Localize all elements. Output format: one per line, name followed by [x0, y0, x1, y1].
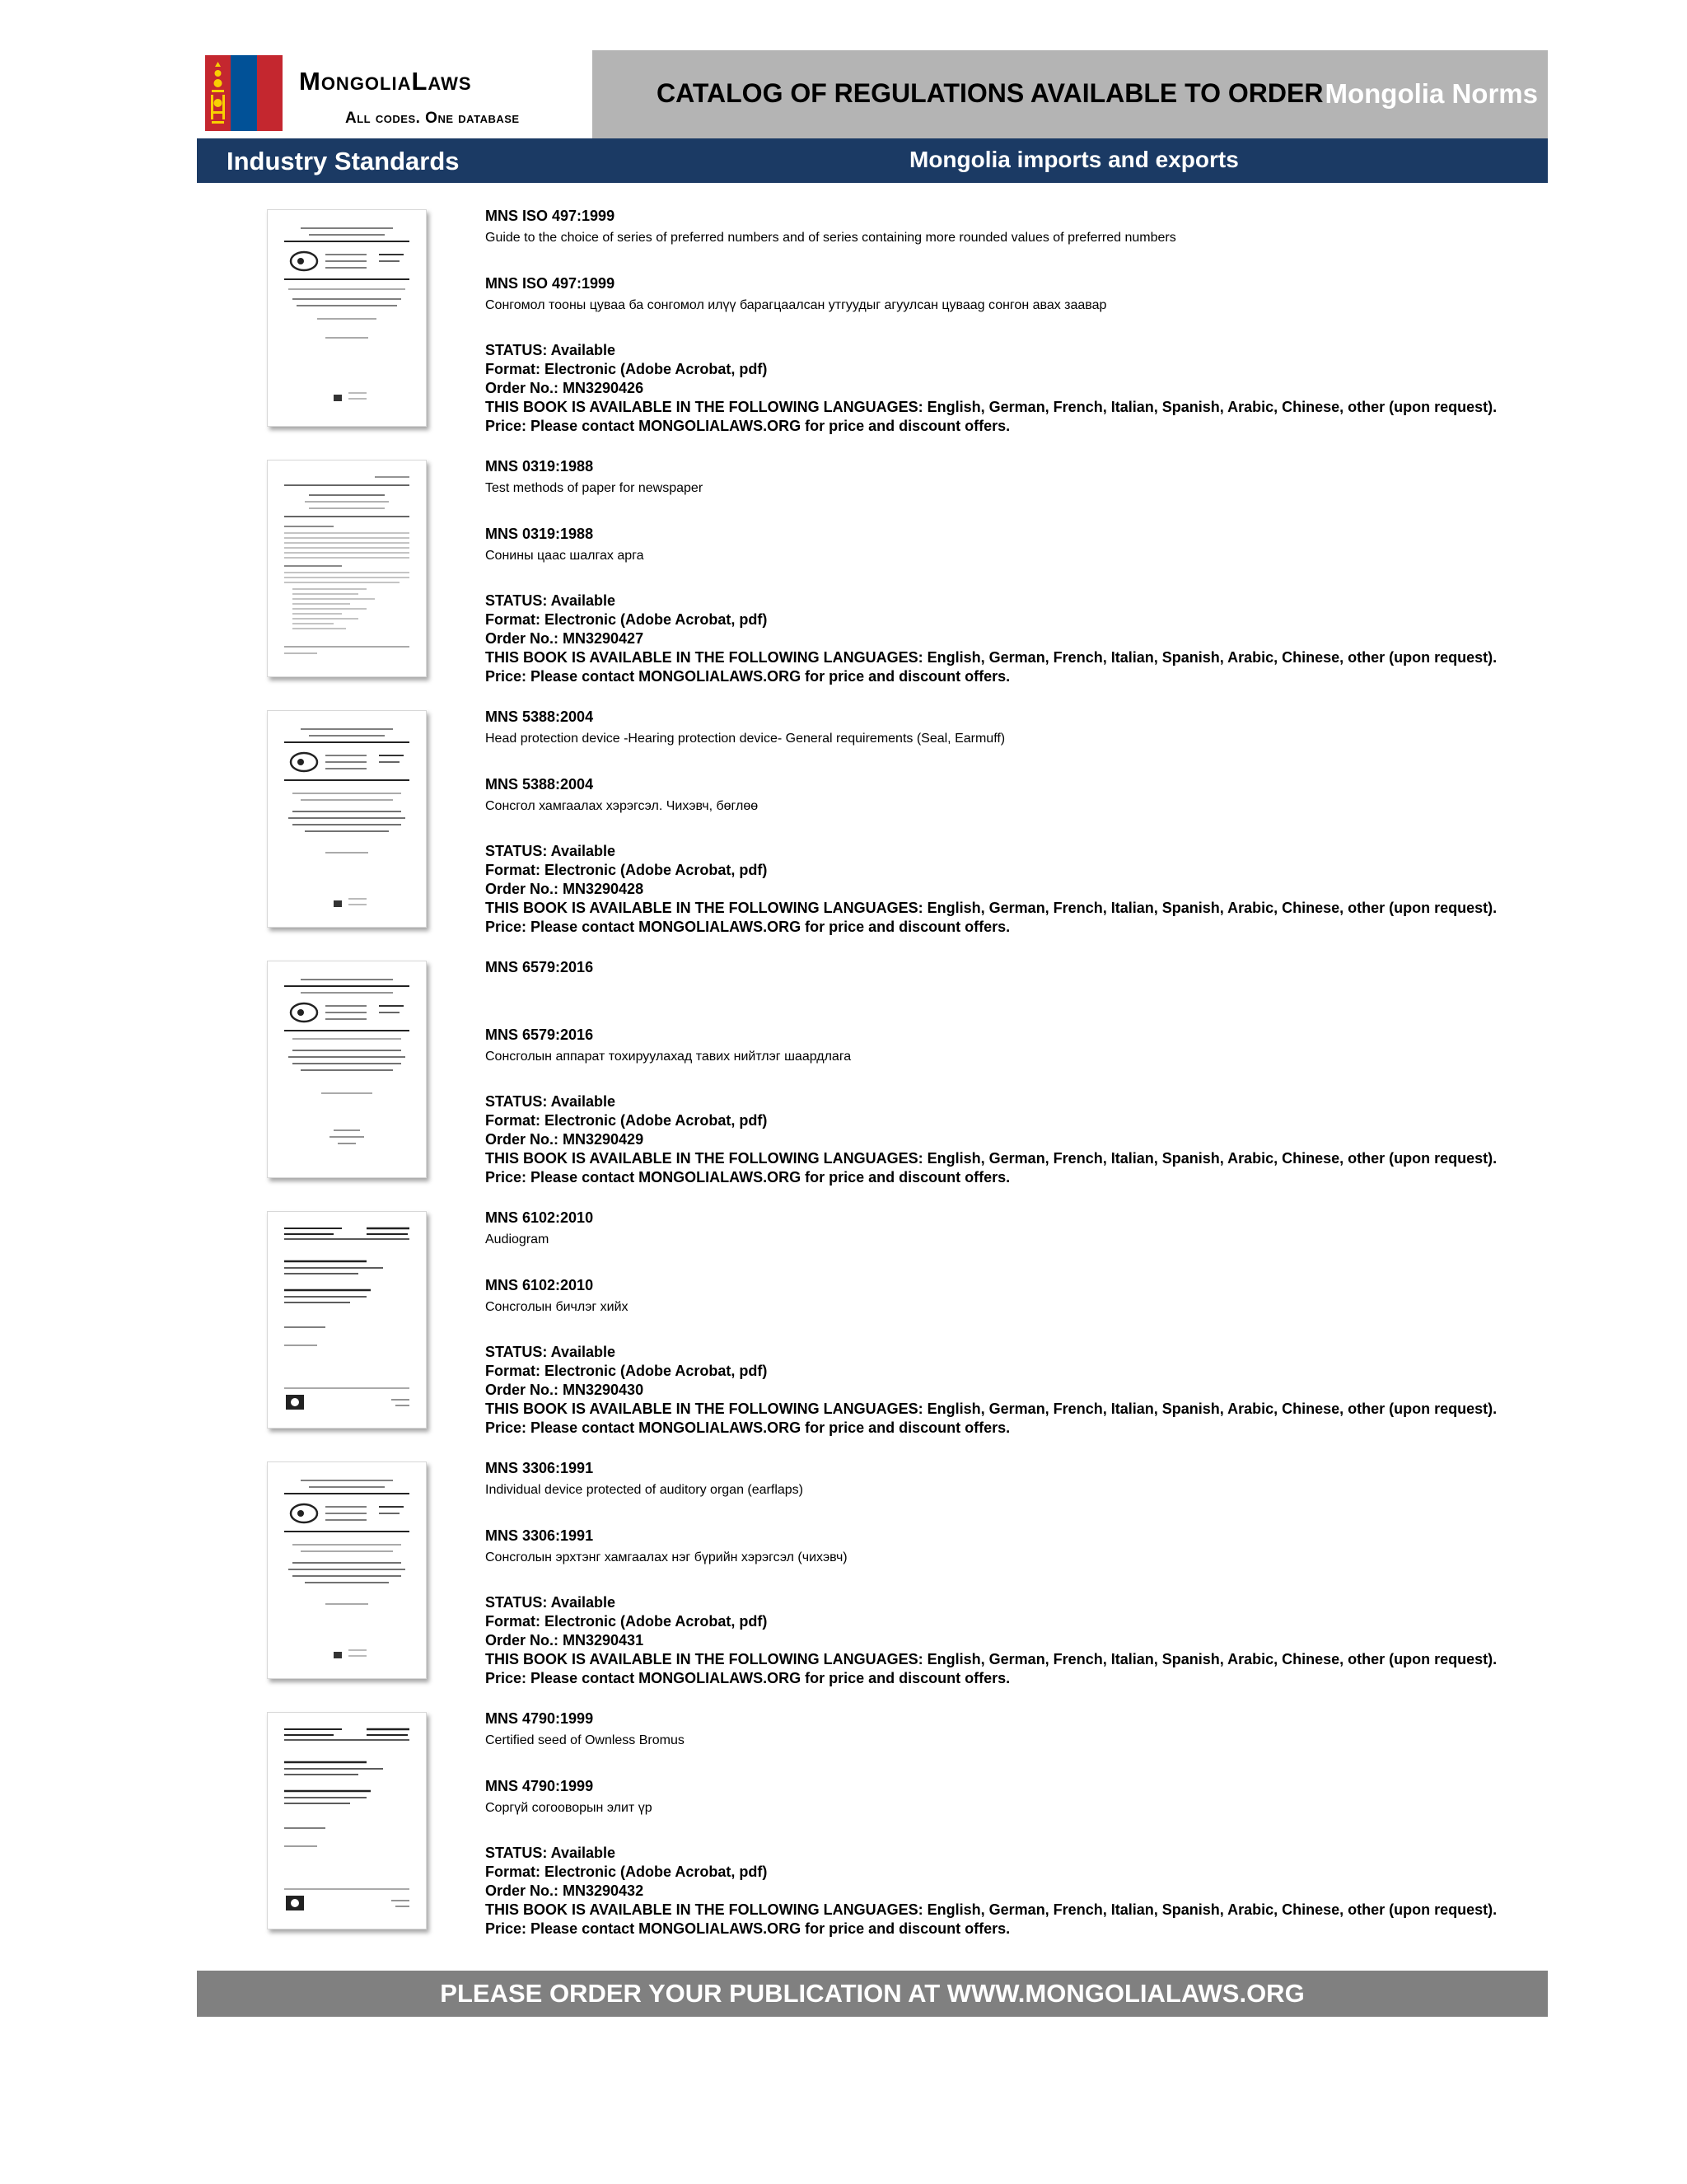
- standard-title: [485, 980, 1540, 998]
- standard-code-mn: MNS 6102:2010: [485, 1277, 594, 1293]
- document-cover-thumbnail[interactable]: [267, 1211, 427, 1429]
- order-number: Order No.: MN3290430: [485, 1382, 644, 1398]
- status: STATUS: Available: [485, 843, 616, 859]
- standard-title: Individual device protected of auditory organ (earflaps): [485, 1483, 803, 1497]
- format: Format: Electronic (Adobe Acrobat, pdf): [485, 1613, 768, 1630]
- standard-title: Guide to the choice of series of preferred numbers and of series containing more rounded values of preferred numbers: [485, 231, 1176, 245]
- logo-title: MongoliaLaws: [299, 67, 472, 96]
- standard-title: Audiogram: [485, 1232, 549, 1246]
- format: Format: Electronic (Adobe Acrobat, pdf): [485, 611, 768, 628]
- status: STATUS: Available: [485, 1845, 616, 1861]
- standard-code-mn: MNS 5388:2004: [485, 776, 594, 793]
- standard-code: MNS 0319:1988: [485, 458, 594, 475]
- price: Price: Please contact MONGOLIALAWS.ORG for price and discount offers.: [485, 1670, 1011, 1686]
- entry-details: [485, 1709, 1540, 1938]
- format: Format: Electronic (Adobe Acrobat, pdf): [485, 1363, 768, 1379]
- standard-title-mn: Соргүй согооворын элит үр: [485, 1801, 652, 1815]
- document-cover-thumbnail[interactable]: [267, 1712, 427, 1929]
- price: Price: Please contact MONGOLIALAWS.ORG for price and discount offers.: [485, 1419, 1011, 1436]
- logo[interactable]: [197, 50, 592, 138]
- standard-title-mn: Сонсголын аппарат тохируулахад тавих нийтлэг шаардлага: [485, 1050, 852, 1064]
- status: STATUS: Available: [485, 1344, 616, 1360]
- entry-details: [485, 1458, 1540, 1688]
- standard-title: Certified seed of Ownless Bromus: [485, 1733, 685, 1747]
- gost-cover-icon: [268, 711, 426, 927]
- entry-details: [485, 957, 1540, 1187]
- document-cover-thumbnail[interactable]: [267, 961, 427, 1178]
- catalog-entry: [197, 1208, 1548, 1458]
- catalog-entry: [197, 1458, 1548, 1709]
- entry-details: [485, 206, 1540, 436]
- entry-details: [485, 707, 1540, 937]
- standard-title-mn: Сонгомол тооны цуваа ба сонгомол илүү барагцаалсан утгуудыг агуулсан цуваag сонгон авах заавар: [485, 298, 1107, 312]
- document-cover-thumbnail[interactable]: [267, 1461, 427, 1679]
- status: STATUS: Available: [485, 1093, 616, 1110]
- format: Format: Electronic (Adobe Acrobat, pdf): [485, 361, 768, 377]
- standard-title-mn: Сонсгол хамгаалах хэрэгсэл. Чихэвч, бөглөө: [485, 799, 759, 813]
- languages: THIS BOOK IS AVAILABLE IN THE FOLLOWING LANGUAGES: English, German, French, Italian, Spanish, Arabic, Chinese, other (upon request).: [485, 1150, 1498, 1167]
- gost-cover-icon: [268, 210, 426, 426]
- document-cover-thumbnail[interactable]: [267, 710, 427, 928]
- document-cover-thumbnail[interactable]: [267, 209, 427, 427]
- page-header: [197, 50, 1548, 138]
- standard-code: MNS 3306:1991: [485, 1460, 594, 1476]
- catalog-entry: [197, 957, 1548, 1208]
- catalog-entry: [197, 456, 1548, 707]
- logo-subtitle: All codes. One database: [345, 110, 520, 127]
- category-label: Industry Standards: [227, 147, 460, 175]
- standard-title: Test methods of paper for newspaper: [485, 481, 703, 495]
- catalog-list: [197, 206, 1548, 1959]
- standard-code-mn: MNS 0319:1988: [485, 526, 594, 542]
- standard-code-mn: MNS 4790:1999: [485, 1778, 594, 1794]
- standard-code: MNS 4790:1999: [485, 1710, 594, 1727]
- order-number: Order No.: MN3290429: [485, 1131, 644, 1148]
- document-cover-thumbnail[interactable]: [267, 460, 427, 677]
- languages: THIS BOOK IS AVAILABLE IN THE FOLLOWING LANGUAGES: English, German, French, Italian, Spanish, Arabic, Chinese, other (upon request).: [485, 900, 1498, 916]
- entry-details: [485, 456, 1540, 686]
- entry-details: [485, 1208, 1540, 1438]
- order-footer-banner[interactable]: PLEASE ORDER YOUR PUBLICATION AT WWW.MONGOLIALAWS.ORG: [197, 1971, 1548, 2017]
- standard-code-mn: MNS ISO 497:1999: [485, 275, 615, 292]
- text-page-icon: [268, 461, 426, 676]
- languages: THIS BOOK IS AVAILABLE IN THE FOLLOWING LANGUAGES: English, German, French, Italian, Spanish, Arabic, Chinese, other (upon request).: [485, 399, 1498, 415]
- mongolia-flag-icon: [205, 55, 283, 131]
- order-number: Order No.: MN3290426: [485, 380, 644, 396]
- by-cover-icon: [268, 1212, 426, 1428]
- catalog-entry: [197, 707, 1548, 957]
- status: STATUS: Available: [485, 592, 616, 609]
- region-label: Mongolia Norms: [1325, 78, 1538, 109]
- price: Price: Please contact MONGOLIALAWS.ORG for price and discount offers.: [485, 418, 1011, 434]
- gost-cover-icon: [268, 1462, 426, 1678]
- standard-title-mn: Сонины цаас шалгах арга: [485, 549, 644, 563]
- format: Format: Electronic (Adobe Acrobat, pdf): [485, 1112, 768, 1129]
- status: STATUS: Available: [485, 342, 616, 358]
- format: Format: Electronic (Adobe Acrobat, pdf): [485, 1864, 768, 1880]
- standard-title: Head protection device -Hearing protection device- General requirements (Seal, Earmuff): [485, 732, 1006, 746]
- standard-code-mn: MNS 3306:1991: [485, 1527, 594, 1544]
- catalog-title: CATALOG OF REGULATIONS AVAILABLE TO ORDER: [657, 78, 1324, 108]
- category-band: [197, 138, 1548, 183]
- gost-cover-icon: [268, 961, 426, 1177]
- catalog-entry: [197, 206, 1548, 456]
- standard-code: MNS 6102:2010: [485, 1209, 594, 1226]
- catalog-entry: [197, 1709, 1548, 1959]
- order-number: Order No.: MN3290428: [485, 881, 644, 897]
- order-number: Order No.: MN3290432: [485, 1882, 644, 1899]
- standard-title-mn: Сонсголын бичлэг хийх: [485, 1300, 629, 1314]
- languages: THIS BOOK IS AVAILABLE IN THE FOLLOWING LANGUAGES: English, German, French, Italian, Spanish, Arabic, Chinese, other (upon request).: [485, 1901, 1498, 1918]
- price: Price: Please contact MONGOLIALAWS.ORG for price and discount offers.: [485, 1920, 1011, 1937]
- order-number: Order No.: MN3290427: [485, 630, 644, 647]
- price: Price: Please contact MONGOLIALAWS.ORG for price and discount offers.: [485, 1169, 1011, 1186]
- catalog-title-bar: [592, 50, 1548, 138]
- standard-code: MNS ISO 497:1999: [485, 208, 615, 224]
- order-number: Order No.: MN3290431: [485, 1632, 644, 1649]
- standard-title-mn: Сонсголын эрхтэнг хамгаалах нэг бүрийн хэрэгсэл (чихэвч): [485, 1550, 848, 1564]
- standard-code: MNS 6579:2016: [485, 959, 594, 975]
- standard-code: MNS 5388:2004: [485, 709, 594, 725]
- languages: THIS BOOK IS AVAILABLE IN THE FOLLOWING LANGUAGES: English, German, French, Italian, Spanish, Arabic, Chinese, other (upon request).: [485, 1651, 1498, 1667]
- languages: THIS BOOK IS AVAILABLE IN THE FOLLOWING LANGUAGES: English, German, French, Italian, Spanish, Arabic, Chinese, other (upon request).: [485, 649, 1498, 666]
- format: Format: Electronic (Adobe Acrobat, pdf): [485, 862, 768, 878]
- languages: THIS BOOK IS AVAILABLE IN THE FOLLOWING LANGUAGES: English, German, French, Italian, Spanish, Arabic, Chinese, other (upon request).: [485, 1401, 1498, 1417]
- price: Price: Please contact MONGOLIALAWS.ORG for price and discount offers.: [485, 919, 1011, 935]
- subcategory-label: Mongolia imports and exports: [909, 147, 1239, 172]
- status: STATUS: Available: [485, 1594, 616, 1611]
- standard-code-mn: MNS 6579:2016: [485, 1027, 594, 1043]
- by-cover-icon: [268, 1713, 426, 1929]
- price: Price: Please contact MONGOLIALAWS.ORG for price and discount offers.: [485, 668, 1011, 685]
